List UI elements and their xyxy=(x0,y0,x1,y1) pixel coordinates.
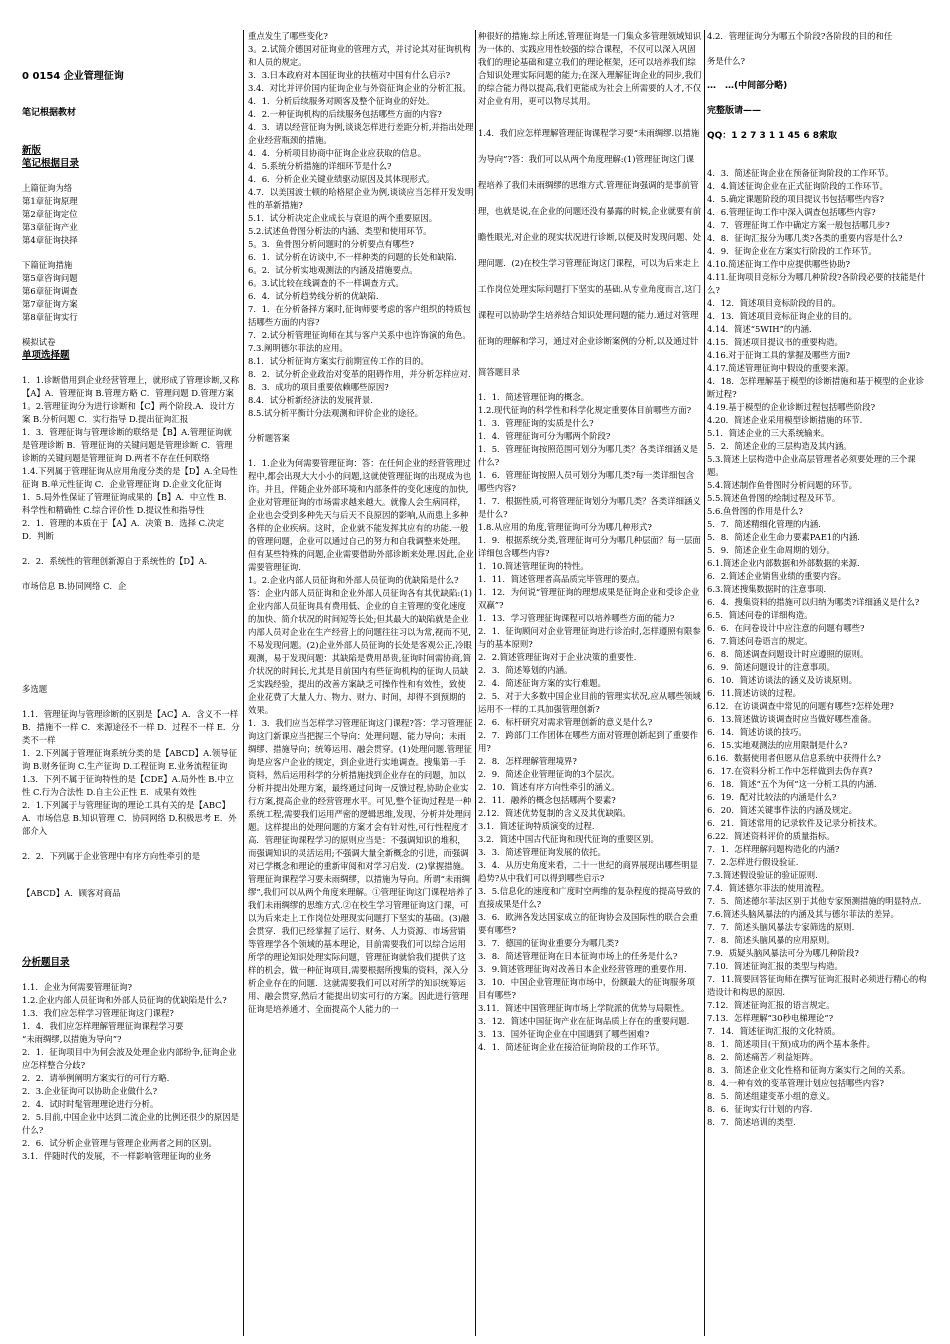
spacer xyxy=(478,108,702,120)
text-paragraph: 第2章征询定位 xyxy=(22,209,78,219)
section-heading: 单项选择题 xyxy=(22,350,70,361)
text-paragraph: 6.3.简述搜集数据时的注意事项. xyxy=(707,584,827,594)
text-paragraph: 6．11.简述访谈的过程。 xyxy=(707,688,802,698)
text-paragraph: 2．2.简述管理征询对于企业决策的重要性. xyxy=(478,652,637,662)
column-rule xyxy=(243,30,244,1336)
text-paragraph: 2．6．试分析企业管理与管理企业两者之间的区别。 xyxy=(22,1138,217,1148)
text-paragraph: 1.8.从应用的角度,管理征询可分为哪几种形式? xyxy=(478,522,652,532)
text-paragraph: 8.4．试分析新经济法的发展背景. xyxy=(248,395,373,405)
text-paragraph: 4.19.基于模型的企业诊断过程包括哪些阶段? xyxy=(707,402,876,412)
text-paragraph: 3．9.简述管理征询对改善日本企业经营管理的重要作用. xyxy=(478,964,687,974)
spacer xyxy=(707,68,932,80)
text-paragraph: 4.15．简述项目提议书的重要构造。 xyxy=(707,337,843,347)
text-paragraph: 1．13．学习管理征询课程可以培养哪些方面的能力? xyxy=(478,613,675,623)
text-paragraph: 2．11．融养的概念包括哪两个要素? xyxy=(478,795,616,805)
text-paragraph: 7．2.试分析管理征询师在其与客户关系中也许饰演的角色。 xyxy=(248,330,471,340)
text-paragraph: 5。3．鱼骨图分析问题时的分析要点有哪些? xyxy=(248,239,414,249)
text-paragraph: 7．5．简述德尔菲法区别于其他专家预测措施的明显特点. xyxy=(707,896,922,906)
column-rule xyxy=(475,30,476,1336)
text-paragraph: 2．2．下列属于企业管理中有序方向性牵引的是 xyxy=(22,851,201,861)
text-paragraph: 8.5.试分析平衡计分法观测和评价企业的途径。 xyxy=(248,408,424,418)
text-paragraph: 6．10．简述访谈法的涵义及访谈原则。 xyxy=(707,675,857,685)
text-paragraph: 6.22．简述资料评价的质量指标。 xyxy=(707,831,835,841)
text-paragraph: 2.12．简述优势复制的含义及其优缺陷。 xyxy=(478,808,631,818)
text-paragraph: 第6章征询调查 xyxy=(22,286,78,296)
text-paragraph: 4.14．简述“5WIH”的内涵. xyxy=(707,324,812,334)
text-paragraph: 5.5.简述鱼骨图的绘制过程及环节。 xyxy=(707,493,841,503)
text-paragraph: 2．3.企业征询可以协助企业做什么? xyxy=(22,1086,158,1096)
text-paragraph: 8．4.一种有效的变革管理计划应包括哪些内容? xyxy=(707,1078,884,1088)
text-paragraph: 6．14．简述访谈的技巧。 xyxy=(707,727,807,737)
text-paragraph: 【ABCD】A．顾客对商品 xyxy=(22,888,121,898)
text-paragraph: 4．5.确定课题阶段的项目提议书包括哪些内容? xyxy=(707,194,884,204)
text-paragraph: 8．7．简述培训的类型. xyxy=(707,1117,796,1127)
text-paragraph: 7．1．怎样理解问题构造化的内涵? xyxy=(707,844,840,854)
text-paragraph: 3.2．简述中国古代征询和现代征询的重要区别。 xyxy=(478,834,659,844)
text-paragraph: 7．7．简述头脑风暴法专家筛选的原则. xyxy=(707,922,855,932)
text-paragraph: 模拟试卷 xyxy=(22,337,56,347)
text-paragraph: 市场信息 B.协同网络 C．企 xyxy=(22,581,127,591)
text-paragraph: 8．3．简述企业文化性格和征询方案实行之间的关系。 xyxy=(707,1065,911,1075)
text-paragraph: 5．8．简述企业生命力要素PAE1的内涵. xyxy=(707,532,860,542)
spacer xyxy=(22,247,240,259)
spacer xyxy=(22,543,240,555)
text-paragraph: 4．4．分析项目协商中征询企业应获取的信息。 xyxy=(248,148,427,158)
text-paragraph: 2．3．简述筹划的内涵。 xyxy=(478,665,573,675)
text-paragraph: 6.1.简述企业内部数据和外部数据的来源. xyxy=(707,558,860,568)
text-paragraph: 6．15.实地观测法的应用限制是什么? xyxy=(707,740,848,750)
text-paragraph: 2．1．征询顾问对企业管理征询进行诊治时,怎样遵照有限参与的基本原则? xyxy=(478,626,701,649)
text-paragraph: 2．10．简述有序方向性牵引的涵义。 xyxy=(478,782,620,792)
section-heading: 分析题目录 xyxy=(22,957,70,968)
text-paragraph: 4．18．怎样理解基于模型的诊断措施和基于模型的企业诊断过程? xyxy=(707,376,924,399)
text-paragraph: 7．8．简述头脑风暴的应用原则。 xyxy=(707,935,835,945)
text-paragraph: 6．20．简述关键事件法的内涵及规定。 xyxy=(707,805,857,815)
text-paragraph: 4．6．分析企业关键业绩驱动原因及其体现形式。 xyxy=(248,174,435,184)
text-paragraph: 3.11．简述中国管理征询市场上学院派的优势与局限性。 xyxy=(478,1003,690,1013)
text-paragraph: 1．2.下列属于管理征询系统分类的是【ABCD】A.领导征询 B.财务征询 C.生产征询 D.工程征询 E.业务流程征询 xyxy=(22,748,238,771)
text-paragraph: 务是什么? xyxy=(707,56,745,66)
text-paragraph: 分析题答案 xyxy=(248,433,290,443)
spacer xyxy=(478,354,702,366)
text-paragraph: 8.1．试分析征询方案实行前期宣传工作的目的。 xyxy=(248,356,429,366)
text-paragraph: 6．17.在资料分析工作中怎样做到去伪存真? xyxy=(707,766,873,776)
text-paragraph: 1．6．管理征询按照人员可划分为哪几类?每一类详细包含哪些内容? xyxy=(478,470,695,493)
text-paragraph: 6.5．简述问卷的详细构造。 xyxy=(707,610,813,620)
text-paragraph: 3．13．国外征询企业在中国遇到了哪些困难? xyxy=(478,1029,650,1039)
text-paragraph: 2．4．简述征询方案的实行难题。 xyxy=(478,678,606,688)
text-paragraph: 4．4.简述征询企业在正式征询阶段的工作环节。 xyxy=(707,181,888,191)
text-paragraph: 8．2．简述痛苦／利益矩阵。 xyxy=(707,1052,819,1062)
text-paragraph: 1.3．我们应怎样学习管理征询这门课程? xyxy=(22,1008,174,1018)
text-paragraph: 2．1.下列属于与管理征询的理论工具有关的是【ABC】A．市场信息 B.知识管理 C．协同网络 D.积极思考 E．外部介入 xyxy=(22,800,237,836)
text-paragraph: 7.6.简述头脑风暴法的内涵及其与德尔菲法的差异。 xyxy=(707,909,899,919)
text-paragraph: 5．9．简述企业生命周期的划分。 xyxy=(707,545,835,555)
text-paragraph: 2．7．跨部门工作团体在哪些方面对管理创新起到了重要作用? xyxy=(478,730,699,753)
text-paragraph: 简答题目录 xyxy=(478,367,520,377)
text-paragraph: 1．4．管理征询可分为哪两个阶段? xyxy=(478,431,611,441)
text-paragraph: 4．12．简述项目竞标阶段的目的。 xyxy=(707,298,841,308)
text-paragraph: “未雨绸缪,以措施为导向”? xyxy=(22,1034,122,1044)
text-paragraph: 7．2.怎样进行假设验证. xyxy=(707,857,799,867)
text-paragraph: 3。2.试简介德国对征询业的管理方式，并讨论其对征询机构和人员的规定。 xyxy=(248,44,471,67)
spacer xyxy=(22,170,240,182)
text-paragraph: 1.2.企业内部人员征询和外部人员征询的优缺陷是什么? xyxy=(22,995,227,1005)
text-paragraph: 4.2．管理征询分为哪五个阶段?各阶段的目的和任 xyxy=(707,31,893,41)
text-paragraph: 1．3．我们应当怎样学习管理征询这门课程?答：学习管理征询这门新课应当把握三个导向：处理问题、能力导向；未雨绸缪、措施导向；统筹运用、融会贯穿。(1)处理问题.管理征询是应客户企业的规定，到企业进行实地调查。搜集第一手资料，然后运用科学的分析措施找到企业存在的问题，加以分析并提出处理方案，最终通过问询一反馈过程,协助企业实行方案,提高企业的经营管理水平。可见,整个征询过程是一种系统工程,需要我们运用严密的逻辑思维,发现、分析并处理问题。这样提出的处理问题的方案才会有针对性,可行性程度才高．管理征询课程学习的原则应当是：不强调知识的堆积，而强调知识的灵活运用;不强调大量全新概念的引进，而强调对已学概念和理论的重新审阅和对学习启发．(2)掌握措施。管理征询课程学习要未雨绸缪，以措施为导向。所谓“未雨绸缪”,我们可以从两个角度来理解。①管理征询这门课程培养了我们未雨绸缪的思维方式.②在校生学习管理征询这门课，可以为后来走上工作岗位处理现实问题打下坚实的基础。(3)融会贯穿．我们已经掌握了运行、财务、人力资源、市场营销等管理学各个领域的基本理论，目前需要我们可以综合运用所学的理论知识处理实际问题，管理征询就恰我们提供了这样的机会，做一种征询项目,需要根据所搜集的资料，深入分析企业存在的问题．这就需要我们可以对所学的知识统筹运用、融会贯穿,然后才能提出切实可行的方案。因此进行管理征询是培养通才、全面提高个人能力的一 xyxy=(248,718,473,1014)
text-paragraph: 3.4．对比并评价国内征询企业与外资征询企业的分析汇报。 xyxy=(248,83,471,93)
text-paragraph: 上篇征询为络 xyxy=(22,183,73,193)
text-paragraph: 7．1．在分析备择方案时,征询师要考虑的客户组织的特质包括哪些方面的内容? xyxy=(248,304,471,327)
text-paragraph: 第7章征询方案 xyxy=(22,299,78,309)
text-paragraph: 6．18．简述“五个为何”这一分析工具的内涵. xyxy=(707,779,877,789)
text-paragraph: 7．11.简要回答征询师在撰写征询汇报时必须进行精心的构造设计和构思的原因. xyxy=(707,974,927,997)
text-paragraph: 6.16．数据使用者但愿从信息系统中获得什么? xyxy=(707,753,881,763)
text-paragraph: 6．6．在问卷设计中应注意的问题有哪些? xyxy=(707,623,865,633)
text-paragraph: 7.9．质疑头脑风暴法可分为哪几种阶段? xyxy=(707,948,859,958)
text-paragraph: 1．1.企业为何需要管理征询：答：在任何企业的经营管理过程中,都会出现大大小小的问题,这就使管理征询的出现成为也许。并且，伴随企业外部环境和内部条件的变化速度的加快,企业对管理征询的市场需求越来越大。就像人会生病同样，企业也会受到多种先天与后天不良原因的影响,从而患上多种各样的企业疾病。这时，企业就不能发挥其应有的功能.一般的管理问题，企业可以通过自己的努力和自我调整来处理。但有某些特殊的问题,企业需要借助外部诊断来处理.因此,企业需要管理征询. xyxy=(248,458,474,572)
column-rule xyxy=(704,30,705,1336)
text-paragraph: 4．7．管理征询工作中确定方案一般包括哪几步? xyxy=(707,220,890,230)
text-paragraph: 3．8．简述管理征询在日本征询市场上的任务是什么? xyxy=(478,951,678,961)
text-paragraph: 第4章征询抉择 xyxy=(22,235,78,245)
text-paragraph: 7.4．简述德尔菲法的使用流程。 xyxy=(707,883,830,893)
text-paragraph: 4．6.管理征询工作中深入调查包括哪些内容? xyxy=(707,207,876,217)
spacer xyxy=(248,420,474,432)
text-paragraph: 第1章征询原理 xyxy=(22,196,78,206)
text-paragraph: 2．2．系统性的管理创新源自于系统性的【D】A. xyxy=(22,556,208,566)
text-paragraph: 7.3.阐明德尔菲法的应用。 xyxy=(248,343,348,353)
text-paragraph: 重点发生了哪些变化? xyxy=(248,31,328,41)
text-paragraph: 6.12．在访谈调查中常见的问题有哪些?怎样处理? xyxy=(707,701,894,711)
text-paragraph: 2．9．简述企业管理征询的3个层次。 xyxy=(478,769,620,779)
text-paragraph: 7.13．怎样理解“30秒电梯理论”? xyxy=(707,1013,834,1023)
text-paragraph: 2．1．管理的本质在于【A】A．决策 B．选择 C.决定 D．判断 xyxy=(22,518,225,541)
text-paragraph: 8．2．试分析企业政治对变革的阻碍作用，并分析怎样应对. xyxy=(248,369,471,379)
spacer xyxy=(22,120,240,144)
text-paragraph: 6．7.简述问卷语言的规定。 xyxy=(707,636,813,646)
text-paragraph: 7.3.简述假设验证的验证原则. xyxy=(707,870,818,880)
text-paragraph: 6．19．配对比较法的内涵是什么? xyxy=(707,792,837,802)
text-paragraph: 1．1.诊断借用到企业经营管理上，就形成了管理诊断,又称【A】A．管理征询 B.管理方略 C．管理问题 D.管理方案 xyxy=(22,375,239,398)
text-paragraph: 8．6．征询实行计划的内容. xyxy=(707,1104,813,1114)
text-paragraph: 4．2.一种征询机构的后续服务包括哪些方面的内容? xyxy=(248,109,442,119)
text-paragraph: 2．6．标杆研究对需求管理创新的意义是什么? xyxy=(478,717,653,727)
text-paragraph: 4．8．征询汇报分为哪几类?各类的重要内容是什么? xyxy=(707,233,903,243)
spacer xyxy=(22,696,240,708)
text-paragraph: 下篇征询措施 xyxy=(22,260,73,270)
text-paragraph: 1．5.局外性保证了管理征询成果的【B】A．中立性 B．科学性和精确性 C.综合评价性 D.提议性和指导性 xyxy=(22,492,233,515)
text-paragraph: 3．4．从历史角度来看，二十一世纪的商界展现出哪些明显趋势?从中我们可以得到哪些启示? xyxy=(478,860,699,883)
text-paragraph: 6．21．简述常用的记录软件及记录分析技术。 xyxy=(707,818,883,828)
spacer xyxy=(707,93,932,105)
text-paragraph: 1。2.企业内部人员征询和外部人员征询的优缺陷是什么?答：企业内部人员征询和企业外部人员征询各有其优缺陷:(1)企业内部人员征询具有费用低、企业的自主管理的变化速度的加快、简介状况的时间短等长处;但其最大的缺陷就是企业内部人员对企业在生产经营上的问题往往习以为常,视而不见,不易发现问题。(2)企业外部人员征询的长处是客观公正,冷眼观测，易于发现问题：其缺陷是费用昂贵,征询时间需协商,简介状况的时间长,尤其是目前国内有些征询机构的征询人员缺乏实践经验，提出的改善方案缺乏可操作性和有效性，致使企业花费了大量人力、物力、财力、时间，却得不到预期的效果。 xyxy=(248,575,473,715)
text-paragraph: 3．3.日本政府对本国征询业的扶植对中国有什么启示? xyxy=(248,70,451,80)
text-paragraph: 第5章咨询问题 xyxy=(22,273,78,283)
spacer xyxy=(22,362,240,374)
text-paragraph: 2．2．请举例阐明方案实行的可行方略. xyxy=(22,1073,170,1083)
section-heading: QQ：1 2 7 3 1 1 45 6 8索取 xyxy=(707,131,837,141)
text-paragraph: 种很好的措施.综上所述,管理征询是一门集众多管理领域知识为一体的、实践应用性较强的综合课程，不仅可以深入巩固我们的理论基础和建立我们的理论框架，还可以培养我们综合知识处理实际问题的能力;在深入理解征询企业的同步,我们的综合能力得以提高,我们更能成为社会上所需要的人才,不仅对企业有用，更可以物尽其用。 xyxy=(478,31,702,106)
text-paragraph: 8．5．简述组建变革小组的意义。 xyxy=(707,1091,835,1101)
text-paragraph: 3．5.信息化的速度和广度时空两维的复杂程度的提高导致的直接成果是什么? xyxy=(478,886,701,909)
text-paragraph: 4.17.简述管理征询中假设的重要来源。 xyxy=(707,363,854,373)
text-paragraph: 8．3．成功的项目重要依赖哪些原因? xyxy=(248,382,389,392)
text-paragraph: 1．3．管理征询的实质是什么? xyxy=(478,418,594,428)
text-paragraph: 7．14．简述征询汇报的文化特质。 xyxy=(707,1026,841,1036)
column-4 xyxy=(707,30,932,1340)
text-paragraph: 4．3．简述征询企业在预备征询阶段的工作环节。 xyxy=(707,168,894,178)
section-heading: 新版 xyxy=(22,145,42,156)
spacer xyxy=(22,324,240,336)
text-paragraph: 4．1．简述征询企业在接洽征询阶段的工作环节。 xyxy=(478,1042,665,1052)
spacer xyxy=(22,593,240,683)
text-paragraph: 第8章征询实行 xyxy=(22,312,78,322)
text-paragraph: 3.1．伴随时代的发展，不一样影响管理征询的业务 xyxy=(22,1151,212,1161)
column-3 xyxy=(478,30,702,1340)
text-paragraph: 第3章征询产业 xyxy=(22,222,78,232)
spacer xyxy=(707,43,932,55)
text-paragraph: 1.1．管理征询与管理诊断的区别是【AC】A．含义不一样 B．措施不一样 C．来源途径不一样 D．过程不一样 E．分类不一样 xyxy=(22,709,240,745)
text-paragraph: 1.3．下列不属于征询特性的是【CDE】A.局外性 B.中立性 C.行为合法性 D.自主公正性 E．成果有效性 xyxy=(22,774,234,797)
text-paragraph: 6．13.简述做访谈调查时应当做好哪些准备。 xyxy=(707,714,877,724)
text-paragraph: 4.7．以美国波士顿的哈格屋企业为例,谈谈应当怎样开发发明性的革新措施? xyxy=(248,187,474,210)
spacer xyxy=(22,30,240,70)
text-paragraph: 7.12．简述征询汇报的语言规定。 xyxy=(707,1000,835,1010)
text-paragraph: 5.1．简述企业的三大系统输来。 xyxy=(707,428,830,438)
text-paragraph: 4.10.简述征询工作中应提供哪些协助? xyxy=(707,259,851,269)
text-paragraph: 4.20．简述企业采用模型诊断措施的环节. xyxy=(707,415,863,425)
text-paragraph: 1．12．为何说“管理征询的理想成果是征询企业和受诊企业双赢”? xyxy=(478,587,700,610)
text-paragraph: 6．9．简述问题设计的注意事项。 xyxy=(707,662,835,672)
text-paragraph: 1．11．简述管理者高品质完毕管理的要点。 xyxy=(478,574,645,584)
text-paragraph: 1．9．根据系统分类,管理征询可分为哪几种层面？每一层面详细包含哪些内容? xyxy=(478,535,701,558)
column-1 xyxy=(22,30,240,1340)
text-paragraph: 6．4．搜集资料的措施可以归纳为哪类?详细涵义是什么? xyxy=(707,597,920,607)
text-paragraph: 3．7．德国的征询业重要分为哪几类? xyxy=(478,938,619,948)
text-paragraph: 4．5.系统分析措施的详细环节是什么? xyxy=(248,161,392,171)
text-paragraph: 4．9．征询企业在方案实行阶段的工作环节。 xyxy=(707,246,877,256)
text-paragraph: 5．2．简述企业的三层构造及其内涵。 xyxy=(707,441,852,451)
section-heading: 完整版请—— xyxy=(707,106,762,116)
text-paragraph: 多选题 xyxy=(22,684,48,694)
spacer xyxy=(22,838,240,850)
text-paragraph: 4.16.对于征询工具的掌握及哪些方面? xyxy=(707,350,851,360)
spacer xyxy=(22,83,240,107)
text-paragraph: 5.2.试述鱼骨图分析法的内涵、类型和使用环节。 xyxy=(248,226,432,236)
text-paragraph: 1.2.现代征询的科学性和科学化规定重要体目前哪些方面? xyxy=(478,405,692,415)
section-heading: … …(中间部分略) xyxy=(707,81,788,91)
text-paragraph: 3．6．欧洲各发达国家成立的征询协会及国际性的联合会重要有哪些? xyxy=(478,912,699,935)
text-paragraph: 1．1．简述管理征询的概念。 xyxy=(478,392,590,402)
text-paragraph: 1．3．管理征询与管理诊断的联络是【B】A.管理征询就是管理诊断 B．管理征询的关键问题是管理诊断 C．管理诊断的关键问题是管理征询 D.两者不存在任何联络 xyxy=(22,427,233,463)
text-paragraph: 4．13．简述项目竞标征询企业的目的。 xyxy=(707,311,857,321)
text-paragraph: 8．1．简述项目(干预)成功的两个基本条件。 xyxy=(707,1039,875,1049)
section-heading: 0 0154 企业管理征询 xyxy=(22,71,124,82)
text-paragraph: 5.1．试分析决定企业成长与衰退的两个重要原因。 xyxy=(248,213,438,223)
text-paragraph: 5．7．简述精细化管理的内涵. xyxy=(707,519,821,529)
text-paragraph: 4．1．分析后续服务对顾客及整个征询业的好处。 xyxy=(248,96,435,106)
spacer xyxy=(22,900,240,956)
text-paragraph: 2．4．试时时髦管理理论进行分析。 xyxy=(22,1099,159,1109)
spacer xyxy=(22,969,240,981)
text-paragraph: 3.1．简述征询特质演变的过程. xyxy=(478,821,595,831)
text-paragraph: 1.1．企业为何需要管理征询? xyxy=(22,982,132,992)
text-paragraph: 6．1．试分析在访谈中,不一样种类的问题的长处和缺陷. xyxy=(248,252,457,262)
column-2 xyxy=(248,30,474,1340)
text-paragraph: 2．5.目前,中国企业中达到二流企业的比例还很少的原因是什么? xyxy=(22,1112,239,1135)
text-paragraph: 4．3．请以经营征询为例,谈谈怎样进行差距分析,并指出处理企业经营瓶颈的措施。 xyxy=(248,122,474,145)
spacer xyxy=(707,143,932,167)
section-heading: 笔记根据教材 xyxy=(22,108,77,118)
text-paragraph: 2．1．征询项目中为何会波及处理企业内部纷争,征询企业应怎样整合分歧? xyxy=(22,1047,237,1070)
text-paragraph: 3．10．中国企业管理征询市场中，份额最大的征询服务项目有哪些? xyxy=(478,977,695,1000)
text-paragraph: 2．5．对于大多数中国企业目前的管理实状况,应从哪些领域运用不一样的工具加强管理创新? xyxy=(478,691,701,714)
text-paragraph: 5.4.简述制作鱼骨图时分析问题的环节。 xyxy=(707,480,857,490)
text-paragraph: 1.4．我们应怎样理解管理征询课程学习要“未雨绸缪.以措施为导向”?答：我们可以从两个角度理解:(1)管理征询这门课程培养了我们未雨绸缪的思维方式.管理征询强调的是事前管理，也就是说,在企业的问题还没有暴露的时候,企业就要有前瞻性眼光,对企业的现实状况进行诊断,以便及时发现问题、处理问题．(2)在校生学习管理征询这门课程，可以为后来走上工作岗位处理实际问题打下坚实的基础.从专业角度而言,这门课程可以协助学生培养结合知识处理问题的能力.通过对管理征询的理解和学习，通过对企业诊断案例的分析,以及通过针 xyxy=(478,128,702,346)
text-paragraph: 6。3.试比较在线调查的不一样调查方式。 xyxy=(248,278,404,288)
spacer xyxy=(22,863,240,887)
text-paragraph: 1．7．根据性质,可将管理征询划分为哪几类？各类详细涵义是什么? xyxy=(478,496,701,519)
spacer xyxy=(478,379,702,391)
text-paragraph: 1。2.管理征询分为进行诊断和【C】两个阶段.A．设计方案 B.分析问题 C．实行指导 D.提出征询汇报 xyxy=(22,401,235,424)
text-paragraph: 5.6.鱼骨图的作用是什么? xyxy=(707,506,803,516)
text-paragraph: 6．4．试分析趋势线分析的优缺陷. xyxy=(248,291,379,301)
text-paragraph: 3．12．简述中国征询产业在征询品质上存在的重要问题. xyxy=(478,1016,690,1026)
text-paragraph: 1.4.下列属于管理征询从应用角度分类的是【D】A.全局性征询 B.单元性征询 C．企业管理征询 D.企业文化征询 xyxy=(22,466,238,489)
text-paragraph: 5.3.简述上层构造中企业高层管理者必须要处理的三个课题。 xyxy=(707,454,916,477)
text-paragraph: 1．5．管理征询按照范围可划分为哪几类？各类详细涵义是什么? xyxy=(478,444,699,467)
text-paragraph: 6．8．简述调查问题设计时应遵照的原则。 xyxy=(707,649,869,659)
section-heading: 笔记根据目录 xyxy=(22,158,80,169)
text-paragraph: 1．4．我们应怎样理解管理征询课程学习要 xyxy=(22,1021,184,1031)
text-paragraph: 6。2．试分析实地观测法的内涵及措施要点。 xyxy=(248,265,418,275)
spacer xyxy=(707,118,932,130)
text-paragraph: 3．3．简述管理征询发展的依托。 xyxy=(478,847,606,857)
text-paragraph: 2．8．怎样理解管理境界? xyxy=(478,756,577,766)
spacer xyxy=(22,568,240,580)
spacer xyxy=(248,445,474,457)
text-paragraph: 7.10．简述征询汇报的类型与构造。 xyxy=(707,961,843,971)
text-paragraph: 4.11.征询项目竞标分为哪几种阶段?各阶段必要的技能是什么? xyxy=(707,272,926,295)
text-paragraph: 1．10.简述管理征询的特性。 xyxy=(478,561,589,571)
text-paragraph: 6．2.简述企业销售业绩的重要内容。 xyxy=(707,571,846,581)
